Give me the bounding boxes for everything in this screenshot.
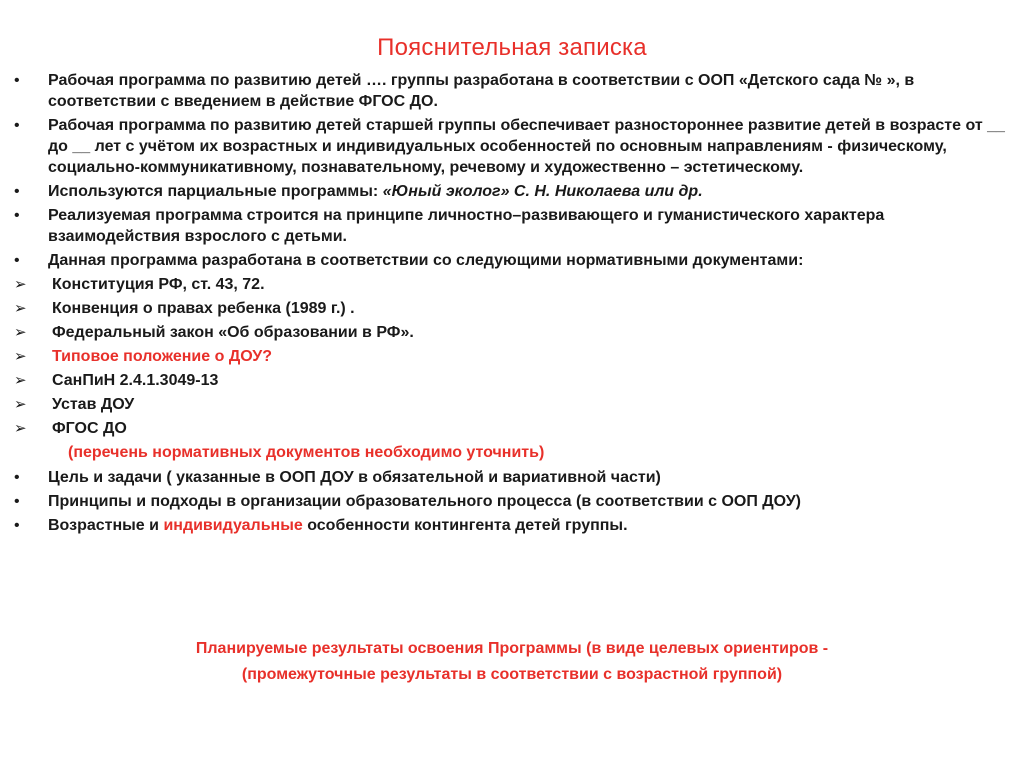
item-text-highlight: индивидуальные (163, 517, 303, 534)
list-item-age-features (14, 515, 1014, 536)
doc-item-constitution (14, 274, 1014, 295)
arrow-check-icon: ➢ (14, 372, 27, 389)
bullet-icon: • (14, 117, 20, 134)
arrow-check-icon: ➢ (14, 300, 27, 317)
item-text: Используются парциальные программы: (48, 183, 383, 200)
doc-text: Типовое положение о ДОУ? (52, 348, 272, 365)
doc-text: СанПиН 2.4.1.3049-13 (52, 372, 219, 389)
item-text: Рабочая программа по развитию детей …. группы разработана в соответствии с ООП «Детского сада № », в соответствии с введением в действие ФГОС ДО. (48, 72, 915, 110)
doc-text: ФГОС ДО (52, 420, 127, 437)
list-item-program-goal (14, 115, 1014, 178)
arrow-check-icon: ➢ (14, 420, 27, 437)
bullet-icon: • (14, 183, 20, 200)
doc-text: Устав ДОУ (52, 396, 135, 413)
bullet-icon: • (14, 493, 20, 510)
doc-item-federal-law (14, 322, 1014, 343)
planned-results-line-2: (промежуточные результаты в соответствии с возрастной группой) (241, 666, 783, 683)
list-item-principle (14, 205, 1014, 247)
doc-text: Федеральный закон «Об образовании в РФ». (52, 324, 414, 341)
list-item-partial-programs (14, 181, 1014, 202)
doc-item-sanpin (14, 370, 1014, 391)
list-item-principles (14, 491, 1014, 512)
doc-item-convention (14, 298, 1014, 319)
arrow-check-icon: ➢ (14, 324, 27, 341)
documents-note: (перечень нормативных документов необходимо уточнить) (68, 444, 545, 461)
bullet-icon: • (14, 207, 20, 224)
planned-results-heading (0, 636, 1024, 688)
content-list (14, 70, 1014, 539)
doc-text: Конституция РФ, ст. 43, 72. (52, 276, 265, 293)
bullet-icon: • (14, 469, 20, 486)
arrow-check-icon: ➢ (14, 276, 27, 293)
arrow-check-icon: ➢ (14, 348, 27, 365)
item-text-italic: «Юный эколог» С. Н. Николаева или др. (382, 183, 703, 200)
bullet-icon: • (14, 252, 20, 269)
item-text: Возрастные и (48, 517, 164, 534)
list-item-goals (14, 467, 1014, 488)
list-item-program-basis (14, 70, 1014, 112)
doc-item-typical-regulation (14, 346, 1014, 367)
item-text-suffix: особенности контингента детей группы. (302, 517, 628, 534)
item-text: Данная программа разработана в соответствии со следующими нормативными документами: (48, 252, 804, 269)
bullet-icon: • (14, 517, 20, 534)
list-item-documents-intro (14, 250, 1014, 271)
doc-text: Конвенция о правах ребенка (1989 г.) . (52, 300, 355, 317)
item-text: Реализуемая программа строится на принципе личностно–развивающего и гуманистического характера взаимодействия взрослого с детьми. (48, 207, 885, 245)
item-text: Рабочая программа по развитию детей старшей группы обеспечивает разностороннее развитие детей в возрасте от __ до __ лет с учётом их возрастных и индивидуальных особенностей по основным направлениям - физическому, социально-коммуникативному, познавательному, речевому и художественно – эстетическому. (48, 117, 1005, 176)
slide-title: Пояснительная записка (377, 34, 647, 61)
doc-item-fgos (14, 418, 1014, 439)
arrow-check-icon: ➢ (14, 396, 27, 413)
doc-item-charter (14, 394, 1014, 415)
item-text: Принципы и подходы в организации образовательного процесса (в соответствии с ООП ДОУ) (48, 493, 802, 510)
bullet-icon: • (14, 72, 20, 89)
item-text: Цель и задачи ( указанные в ООП ДОУ в обязательной и вариативной части) (48, 469, 661, 486)
planned-results-line-1: Планируемые результаты освоения Программы (в виде целевых ориентиров - (195, 640, 829, 657)
